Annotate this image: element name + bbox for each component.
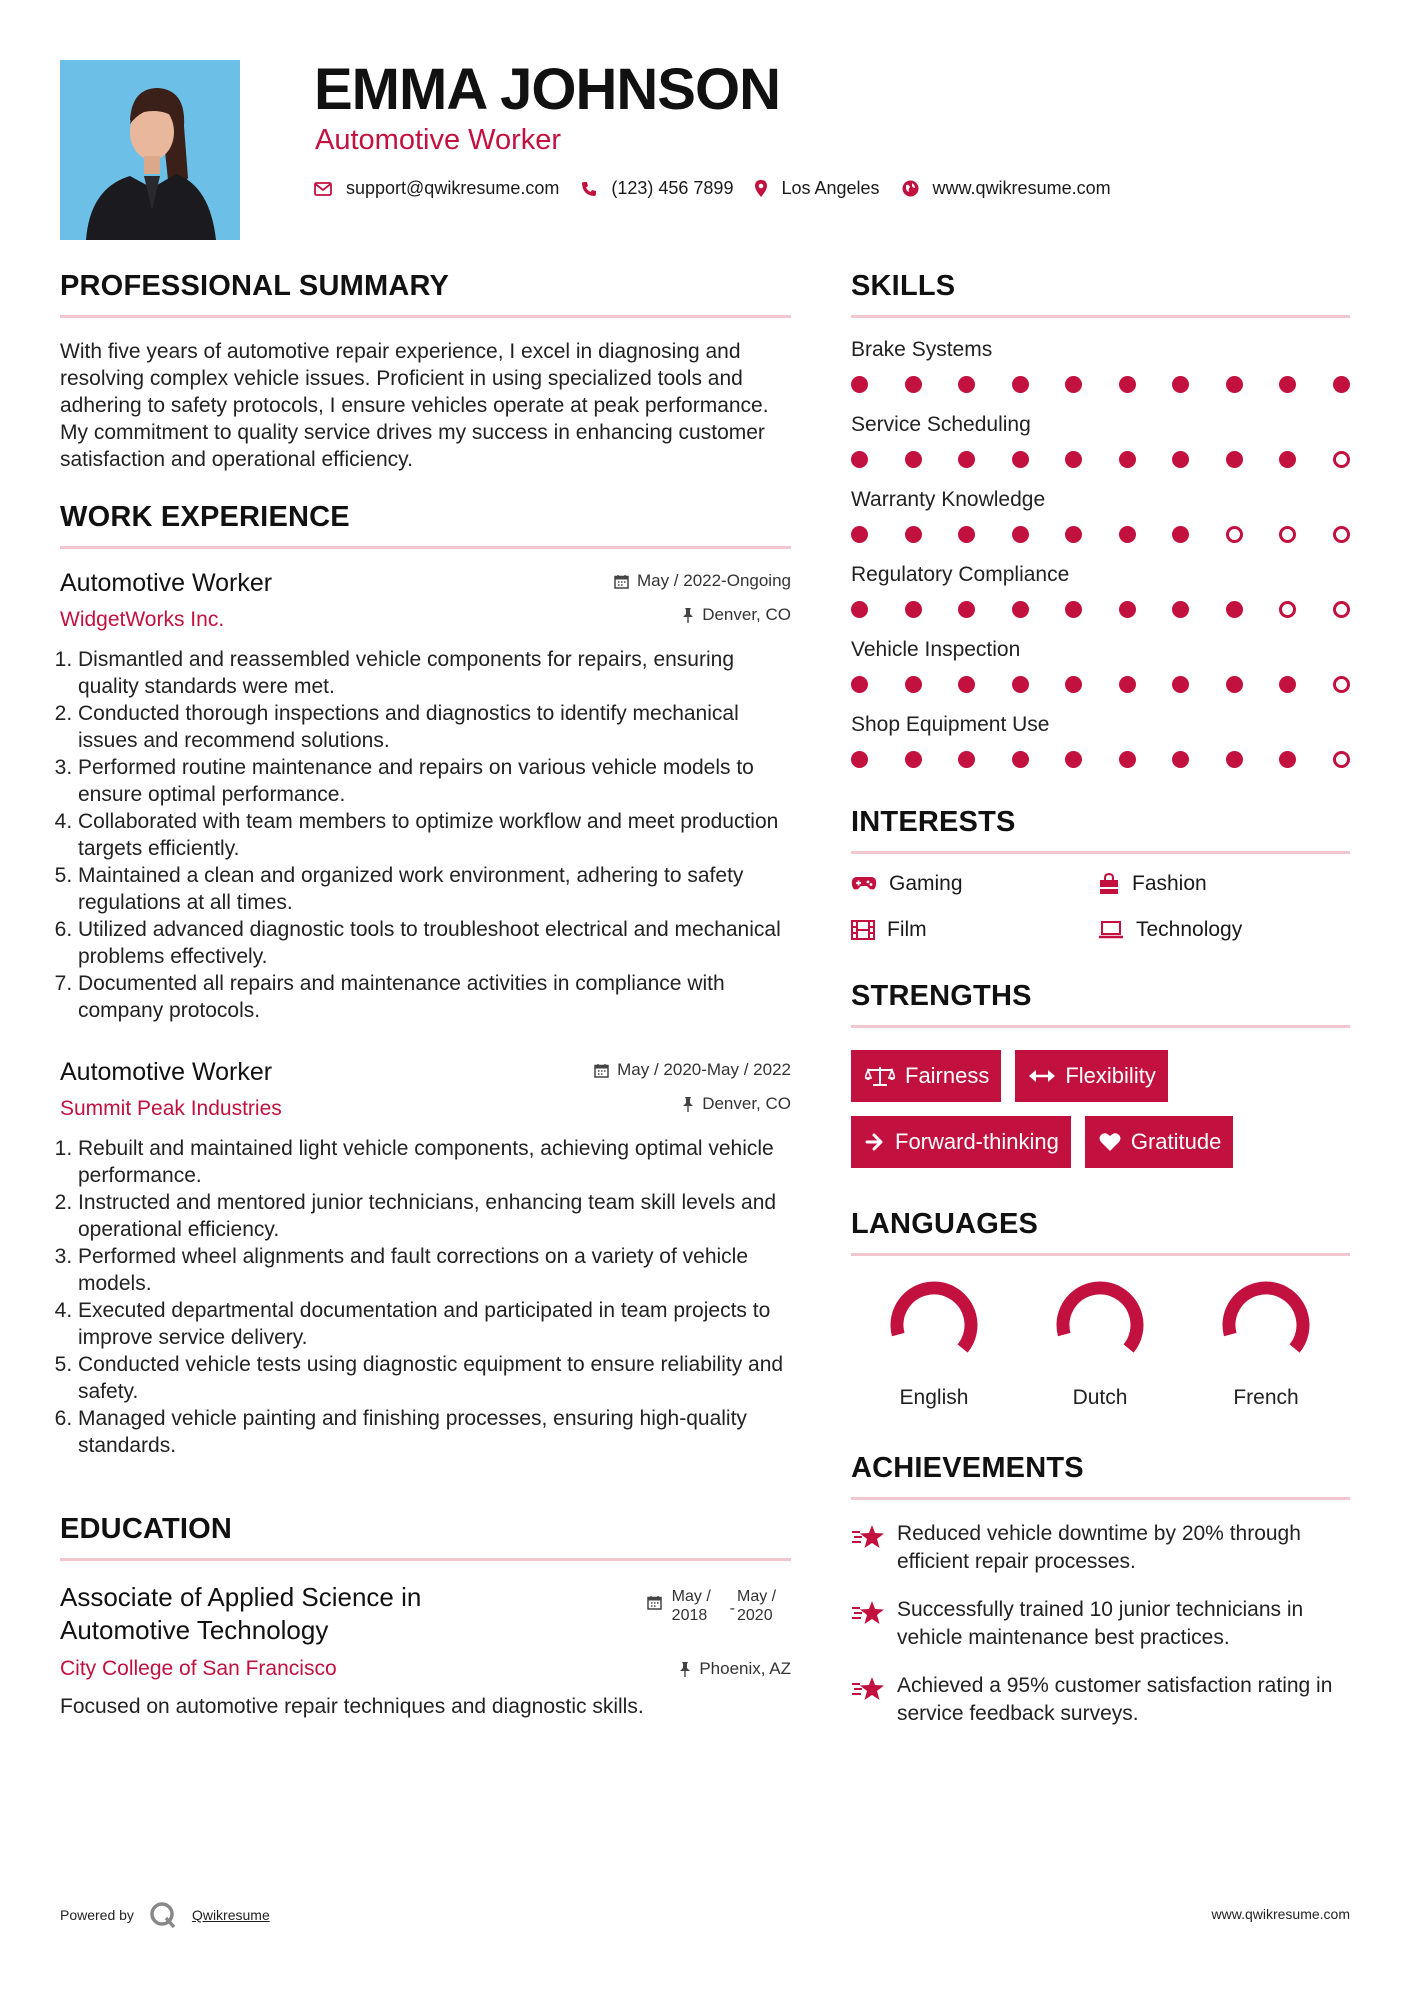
map-marker-icon	[755, 180, 767, 197]
list-item: 3. Performed routine maintenance and repairs on various vehicle models to ensure optimal performance.	[78, 754, 791, 808]
rating-dot-empty	[1333, 451, 1350, 468]
achievement-item	[851, 1596, 1350, 1652]
footer-powered-by	[60, 1900, 270, 1930]
experience-heading: WORK EXPERIENCE	[60, 501, 791, 549]
calendar-icon	[594, 1063, 609, 1078]
right-column	[851, 270, 1350, 1728]
calendar-icon	[647, 1595, 662, 1610]
skill-name: Warranty Knowledge	[851, 488, 1046, 511]
achievements-heading: ACHIEVEMENTS	[851, 1452, 1350, 1500]
skill-rating	[851, 601, 1350, 618]
pin-icon	[679, 1662, 691, 1677]
language-proficiency-arc	[889, 1280, 979, 1370]
job-location: Denver, CO	[702, 605, 791, 624]
rating-dot-filled	[905, 751, 922, 768]
rating-dot-filled	[1012, 676, 1029, 693]
strengths-section	[851, 980, 1350, 1182]
rating-dot-filled	[1119, 451, 1136, 468]
job-company: Summit Peak Industries	[60, 1097, 282, 1120]
summary-heading: PROFESSIONAL SUMMARY	[60, 270, 791, 318]
rating-dot-filled	[1226, 376, 1243, 393]
language-label: English	[899, 1386, 969, 1409]
list-item: 5. Conducted vehicle tests using diagnostic equipment to ensure reliability and safety.	[78, 1351, 791, 1405]
skill-rating	[851, 751, 1350, 768]
candidate-name: EMMA JOHNSON	[314, 57, 780, 122]
language-ring	[889, 1280, 979, 1370]
job-entry	[60, 569, 791, 1024]
list-item: 6. Managed vehicle painting and finishing processes, ensuring high-quality standards.	[78, 1405, 791, 1459]
interest-item	[851, 872, 1098, 896]
rating-dot-filled	[1012, 751, 1029, 768]
rating-dot-empty	[1226, 526, 1243, 543]
education-heading: EDUCATION	[60, 1513, 791, 1561]
rating-dot-filled	[851, 451, 868, 468]
rating-dot-filled	[1119, 376, 1136, 393]
rating-dot-filled	[1065, 751, 1082, 768]
profile-photo	[60, 60, 240, 240]
language-label: Dutch	[1072, 1386, 1128, 1409]
envelope-icon	[314, 182, 332, 196]
skill-rating	[851, 451, 1350, 468]
education-description: Focused on automotive repair techniques and diagnostic skills.	[60, 1695, 644, 1718]
job-dates: May / 2020-May / 2022	[617, 1060, 791, 1079]
rating-dot-filled	[1119, 751, 1136, 768]
rating-dot-filled	[1279, 376, 1296, 393]
interest-label: Technology	[1136, 918, 1243, 941]
email-text: support@qwikresume.com	[346, 178, 560, 198]
interest-item	[1098, 872, 1348, 896]
heart-icon	[1099, 1132, 1121, 1152]
rating-dot-filled	[958, 451, 975, 468]
rating-dot-filled	[1065, 376, 1082, 393]
rating-dot-filled	[1226, 676, 1243, 693]
language-proficiency-arc	[1221, 1280, 1311, 1370]
footer-website[interactable]: www.qwikresume.com	[1211, 1906, 1350, 1922]
rating-dot-empty	[1279, 526, 1296, 543]
list-item: 5. Maintained a clean and organized work environment, adhering to safety regulations at all times.	[78, 862, 791, 916]
rating-dot-filled	[1172, 451, 1189, 468]
powered-by-text: Powered by	[60, 1907, 134, 1923]
list-item: 2. Conducted thorough inspections and diagnostics to identify mechanical issues and recommend solutions.	[78, 700, 791, 754]
list-item: 7. Documented all repairs and maintenance activities in compliance with company protocols.	[78, 970, 791, 1024]
pin-icon	[682, 1097, 694, 1112]
language-item	[1017, 1280, 1183, 1410]
interests-heading: INTERESTS	[851, 806, 1350, 854]
rating-dot-filled	[958, 526, 975, 543]
skill-rating	[851, 376, 1350, 393]
strength-label: Flexibility	[1065, 1063, 1156, 1088]
job-bullets	[60, 1135, 791, 1459]
rating-dot-filled	[1333, 376, 1350, 393]
education-dates	[647, 1587, 791, 1647]
rating-dot-filled	[851, 376, 868, 393]
globe-icon	[902, 180, 919, 197]
achievement-text: Reduced vehicle downtime by 20% through efficient repair processes.	[897, 1522, 1301, 1573]
pin-icon	[682, 608, 694, 623]
qwikresume-link[interactable]: Qwikresume	[191, 1907, 270, 1923]
list-item: 2. Instructed and mentored junior technicians, enhancing team skill levels and operational efficiency.	[78, 1189, 791, 1243]
job-title: Automotive Worker	[60, 1058, 273, 1086]
arrow-right-icon	[865, 1133, 885, 1151]
rating-dot-filled	[958, 676, 975, 693]
rating-dot-filled	[905, 376, 922, 393]
languages-section	[851, 1208, 1350, 1410]
qwikresume-logo-icon	[148, 1900, 178, 1930]
skill-rating	[851, 526, 1350, 543]
skill-name: Shop Equipment Use	[851, 713, 1050, 736]
summary-text: With five years of automotive repair experience, I excel in diagnosing and resolving complex vehicle issues. Proficient in using specialized tools and adhering to safety protocols, I ensure vehicles operate at peak performance. My commitment to quality service drives my success in enhancing customer satisfaction and operational efficiency.	[60, 340, 769, 471]
rating-dot-filled	[1172, 376, 1189, 393]
education-start: May / 2018	[671, 1588, 711, 1624]
skills-section	[851, 270, 1350, 768]
job-title: Automotive Worker	[60, 569, 273, 597]
education-end: May / 2020	[737, 1588, 777, 1624]
left-column	[60, 270, 791, 1719]
star-achievement-icon	[851, 1676, 885, 1702]
achievement-item	[851, 1520, 1350, 1576]
rating-dot-filled	[1012, 451, 1029, 468]
arrows-horizontal-icon	[1029, 1069, 1055, 1083]
rating-dot-filled	[851, 751, 868, 768]
website-text: www.qwikresume.com	[932, 178, 1111, 198]
rating-dot-filled	[1012, 601, 1029, 618]
phone-text: (123) 456 7899	[611, 178, 734, 198]
degree-title: Associate of Applied Science in Automotive Technology	[60, 1582, 422, 1645]
language-ring	[1055, 1280, 1145, 1370]
job-dates: May / 2022-Ongoing	[636, 571, 791, 590]
rating-dot-filled	[1119, 526, 1136, 543]
list-item: 4. Executed departmental documentation and participated in team projects to improve service delivery.	[78, 1297, 791, 1351]
rating-dot-filled	[1226, 451, 1243, 468]
skill-name: Service Scheduling	[851, 413, 1031, 436]
contact-email[interactable]	[314, 178, 559, 199]
strength-label: Gratitude	[1130, 1129, 1222, 1154]
skill-name: Regulatory Compliance	[851, 563, 1070, 586]
rating-dot-filled	[905, 526, 922, 543]
contact-website[interactable]	[902, 178, 1111, 199]
rating-dot-empty	[1333, 526, 1350, 543]
school-name: City College of San Francisco	[60, 1657, 337, 1680]
skill-rating	[851, 676, 1350, 693]
skill-name: Vehicle Inspection	[851, 638, 1021, 661]
rating-dot-filled	[958, 376, 975, 393]
contact-phone[interactable]	[581, 178, 733, 199]
rating-dot-filled	[1172, 751, 1189, 768]
education-section	[60, 1513, 791, 1719]
rating-dot-filled	[1172, 526, 1189, 543]
rating-dot-filled	[1172, 676, 1189, 693]
interest-label: Fashion	[1132, 872, 1207, 895]
rating-dot-filled	[1226, 601, 1243, 618]
rating-dot-filled	[1012, 376, 1029, 393]
list-item: 4. Collaborated with team members to optimize workflow and meet production targets efficiently.	[78, 808, 791, 862]
interest-label: Film	[887, 918, 927, 941]
rating-dot-filled	[958, 751, 975, 768]
rating-dot-empty	[1333, 751, 1350, 768]
rating-dot-filled	[905, 451, 922, 468]
achievement-text: Successfully trained 10 junior technicians in vehicle maintenance best practices.	[897, 1598, 1304, 1649]
star-achievement-icon	[851, 1600, 885, 1626]
rating-dot-filled	[1065, 676, 1082, 693]
strength-badge	[1085, 1116, 1234, 1168]
contact-location	[755, 178, 879, 199]
rating-dot-filled	[1012, 526, 1029, 543]
list-item: 3. Performed wheel alignments and fault corrections on a variety of vehicle models.	[78, 1243, 791, 1297]
language-ring	[1221, 1280, 1311, 1370]
rating-dot-filled	[1119, 676, 1136, 693]
rating-dot-filled	[1279, 676, 1296, 693]
interest-item	[1098, 918, 1348, 942]
education-date-separator: -	[729, 1600, 735, 1617]
list-item: 6. Utilized advanced diagnostic tools to troubleshoot electrical and mechanical problems effectively.	[78, 916, 791, 970]
rating-dot-filled	[1119, 601, 1136, 618]
laptop-icon	[1098, 921, 1124, 939]
rating-dot-filled	[905, 676, 922, 693]
location-text: Los Angeles	[781, 178, 880, 198]
rating-dot-filled	[1226, 751, 1243, 768]
film-icon	[851, 920, 875, 940]
rating-dot-empty	[1333, 676, 1350, 693]
strength-label: Forward-thinking	[895, 1129, 1059, 1154]
summary-section	[60, 270, 791, 473]
interests-section	[851, 806, 1350, 942]
rating-dot-filled	[905, 601, 922, 618]
language-label: French	[1233, 1386, 1299, 1409]
rating-dot-empty	[1333, 601, 1350, 618]
education-location: Phoenix, AZ	[699, 1659, 791, 1678]
strength-label: Fairness	[905, 1063, 990, 1088]
skill-name: Brake Systems	[851, 338, 993, 361]
rating-dot-filled	[1065, 451, 1082, 468]
rating-dot-filled	[1279, 751, 1296, 768]
rating-dot-filled	[1279, 451, 1296, 468]
strength-badge	[851, 1116, 1071, 1168]
rating-dot-filled	[1172, 601, 1189, 618]
rating-dot-filled	[1065, 526, 1082, 543]
achievement-text: Achieved a 95% customer satisfaction rating in service feedback surveys.	[897, 1674, 1333, 1725]
phone-icon	[581, 181, 597, 197]
rating-dot-filled	[1065, 601, 1082, 618]
list-item: 1. Rebuilt and maintained light vehicle components, achieving optimal vehicle performance.	[78, 1135, 791, 1189]
strengths-heading: STRENGTHS	[851, 980, 1350, 1028]
gamepad-icon	[851, 876, 877, 892]
language-item	[1183, 1280, 1349, 1410]
list-item: 1. Dismantled and reassembled vehicle components for repairs, ensuring quality standards were met.	[78, 646, 791, 700]
skills-heading: SKILLS	[851, 270, 1350, 318]
achievements-section	[851, 1452, 1350, 1728]
star-achievement-icon	[851, 1524, 885, 1550]
job-entry	[60, 1058, 791, 1459]
shopping-bag-icon	[1098, 873, 1120, 895]
language-item	[851, 1280, 1017, 1410]
rating-dot-filled	[851, 601, 868, 618]
balance-scale-icon	[865, 1065, 895, 1087]
experience-section	[60, 501, 791, 1459]
interest-item	[851, 918, 1098, 942]
rating-dot-empty	[1279, 601, 1296, 618]
candidate-role: Automotive Worker	[315, 124, 562, 156]
language-proficiency-arc	[1055, 1280, 1145, 1370]
strength-badge	[1015, 1050, 1167, 1102]
rating-dot-filled	[851, 676, 868, 693]
job-bullets	[60, 646, 791, 1024]
job-location: Denver, CO	[702, 1094, 791, 1113]
achievement-item	[851, 1672, 1350, 1728]
rating-dot-filled	[851, 526, 868, 543]
languages-heading: LANGUAGES	[851, 1208, 1350, 1256]
rating-dot-filled	[958, 601, 975, 618]
interest-label: Gaming	[889, 872, 963, 895]
job-company: WidgetWorks Inc.	[60, 608, 225, 631]
calendar-icon	[614, 574, 629, 589]
contact-bar	[314, 178, 1133, 199]
strength-badge	[851, 1050, 1001, 1102]
